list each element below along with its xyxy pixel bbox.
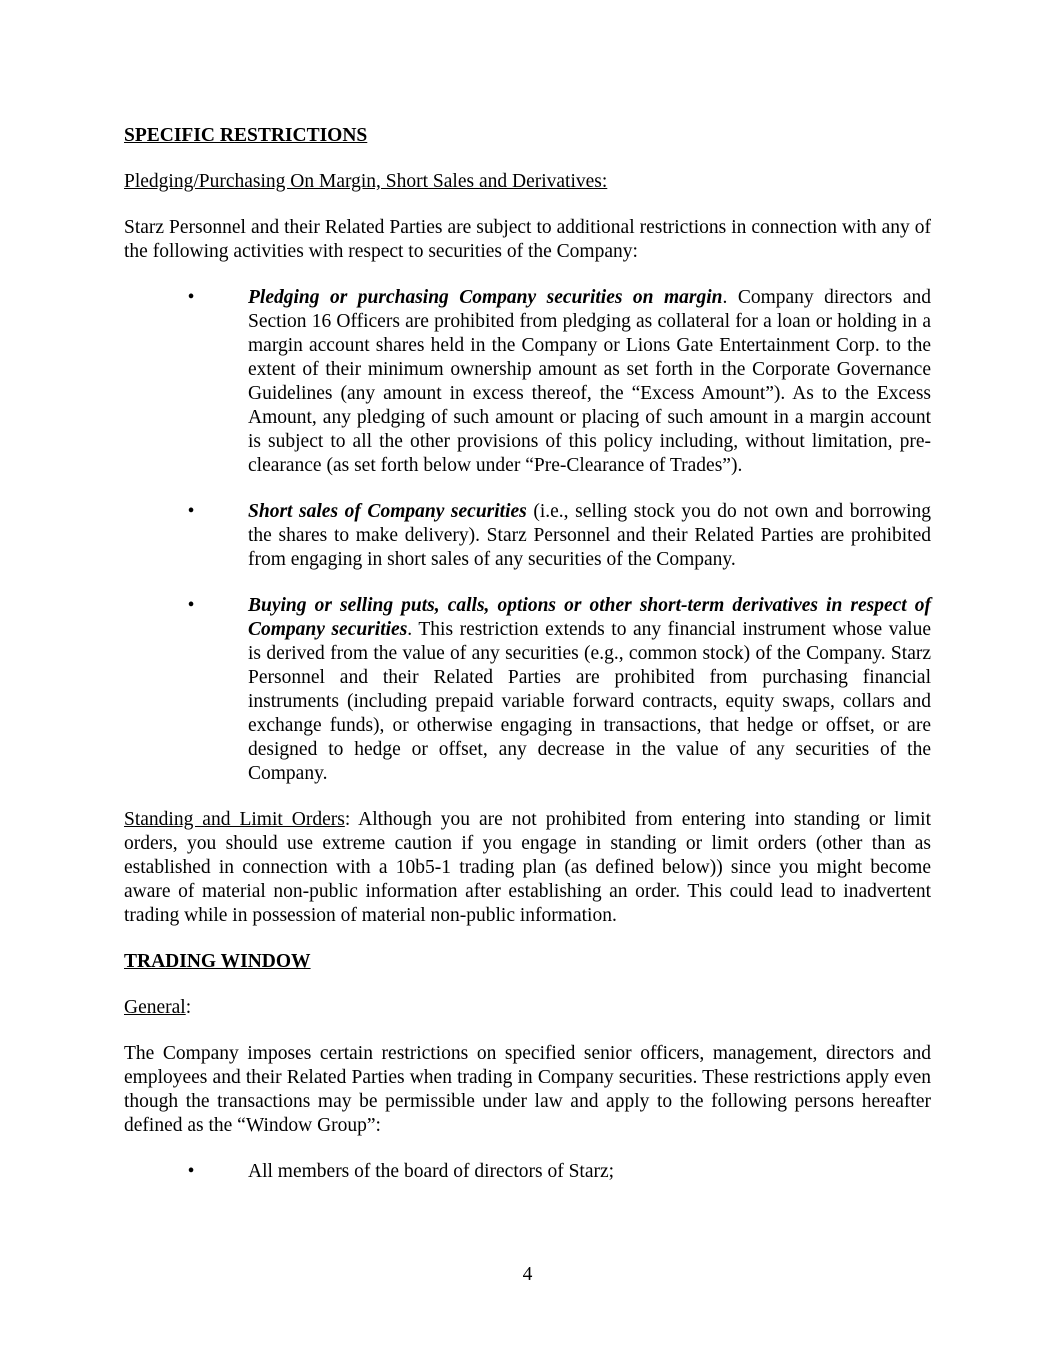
specific-restrictions-heading: SPECIFIC RESTRICTIONS — [124, 125, 368, 146]
bullet-icon: • — [187, 595, 195, 616]
margin-short-sales-subheading: Pledging/Purchasing On Margin, Short Sales and Derivatives: — [124, 171, 608, 192]
general-subheading — [124, 996, 931, 1020]
trading-window-heading: TRADING WINDOW — [124, 951, 311, 972]
bullet-icon: • — [187, 287, 195, 308]
bullet-lead-text: Buying or selling puts, calls, options or other short-term derivatives in respect of Company securities — [248, 595, 931, 640]
standing-limit-orders-label: Standing and Limit Orders — [124, 809, 345, 830]
bullet-lead-punct: . — [407, 619, 413, 640]
general-subheading-label: General — [124, 997, 186, 1018]
list-item — [124, 594, 931, 786]
document-page — [124, 124, 931, 1206]
list-item — [124, 500, 931, 572]
bullet-body-text: Company directors and Section 16 Officers are prohibited from pledging as collateral for a loan or holding in a margin account shares held in the Company or Lions Gate Entertainment Corp. to the extent of their minimum ownership amount as set forth in the Corporate Governance Guidelines (any amount in excess thereof, the “Excess Amount”). As to the Excess Amount, any pledging of such amount or placing of such amount in a margin account is subject to all the other provisions of this policy including, without limitation, pre-clearance (as set forth below under “Pre-Clearance of Trades”). — [248, 287, 931, 476]
window-group-intro-paragraph: The Company imposes certain restrictions on specified senior officers, management, directors and employees and their Related Parties when trading in Company securities. These restrictions apply even though the transactions may be permissible under law and apply to the following persons hereafter defined as the “Window Group”: — [124, 1043, 931, 1136]
bullet-body-text: This restriction extends to any financial instrument whose value is derived from the value of any securities (e.g., common stock) of the Company. Starz Personnel and their Related Parties are prohibited from purchasing financial instruments (including prepaid variable forward contracts, equity swaps, collars and exchange funds), or otherwise engaging in transactions, that hedge or offset, or are designed to hedge or offset, any decrease in the value of any securities of the Company. — [248, 619, 931, 784]
list-item — [124, 1160, 931, 1184]
bullet-lead-text: Short sales of Company securities — [248, 501, 527, 522]
bullet-lead-punct: . — [722, 287, 728, 308]
window-group-member-text: All members of the board of directors of Starz; — [248, 1161, 615, 1182]
restrictions-bullet-list — [124, 286, 931, 786]
standing-limit-orders-paragraph — [124, 808, 931, 928]
restrictions-intro-paragraph: Starz Personnel and their Related Parties are subject to additional restrictions in connection with any of the following activities with respect to securities of the Company: — [124, 217, 931, 262]
bullet-icon: • — [187, 1161, 195, 1182]
bullet-body-text: (i.e., selling stock you do not own and borrowing the shares to make delivery). Starz Personnel and their Related Parties are prohibited from engaging in short sales of any securities of the Company. — [248, 501, 931, 570]
page-number: 4 — [522, 1264, 533, 1285]
general-subheading-suffix: : — [185, 997, 192, 1018]
window-group-bullet-list — [124, 1160, 931, 1184]
standing-limit-orders-text: : Although you are not prohibited from entering into standing or limit orders, you should use extreme caution if you engage in standing or limit orders (other than as established in connection with a 10b5-1 trading plan (as defined below)) since you might become aware of material non-public information after establishing an order. This could lead to inadvertent trading while in possession of material non-public information. — [124, 809, 931, 926]
bullet-lead-text: Pledging or purchasing Company securities on margin — [248, 287, 723, 308]
list-item — [124, 286, 931, 478]
bullet-icon: • — [187, 501, 195, 522]
